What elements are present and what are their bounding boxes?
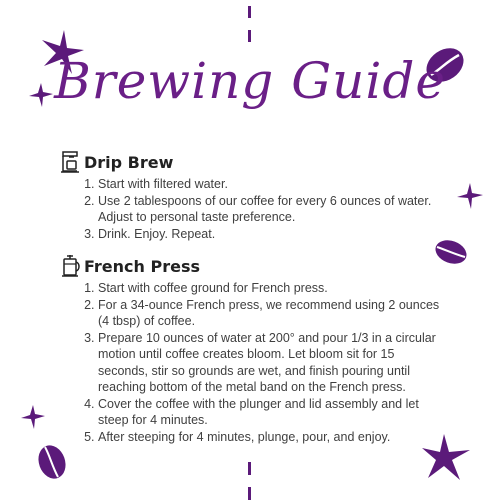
list-item: 3. Drink. Enjoy. Repeat. <box>98 226 440 243</box>
step-list <box>60 176 440 242</box>
page-title: Brewing Guide <box>54 52 446 110</box>
french-press-section <box>60 254 440 445</box>
top-divider-dash <box>248 6 251 18</box>
bottom-divider-dash <box>248 487 251 500</box>
section-header <box>60 150 440 174</box>
list-item: 2. Use 2 tablespoons of our coffee for every 6 ounces of water. Adjust to personal taste preference. <box>98 193 440 226</box>
step-list <box>60 280 440 445</box>
sparkle-icon <box>20 404 46 430</box>
list-item: 2. For a 34-ounce French press, we recommend using 2 ounces (4 tbsp) of coffee. <box>98 297 440 330</box>
section-title: Drip Brew <box>84 152 174 172</box>
sparkle-icon <box>456 182 484 210</box>
list-item: 5. After steeping for 4 minutes, plunge, pour, and enjoy. <box>98 429 440 446</box>
section-title: French Press <box>84 256 200 276</box>
french-press-icon <box>60 255 80 277</box>
list-item: 1. Start with filtered water. <box>98 176 440 193</box>
drip-brew-section <box>60 150 440 242</box>
bottom-divider-dash <box>248 462 251 475</box>
list-item: 4. Cover the coffee with the plunger and lid assembly and let steep for 4 minutes. <box>98 396 440 429</box>
top-divider-dash <box>248 30 251 42</box>
coffee-bean-icon <box>34 442 70 482</box>
section-header <box>60 254 440 278</box>
drip-coffee-maker-icon <box>60 151 80 173</box>
list-item: 1. Start with coffee ground for French press. <box>98 280 440 297</box>
list-item: 3. Prepare 10 ounces of water at 200° and pour 1/3 in a circular motion until coffee creates bloom. Let bloom sit for 15 seconds, stir so grounds are wet, and finish pouring until reaching bottom of the metal band on the French press. <box>98 330 440 396</box>
